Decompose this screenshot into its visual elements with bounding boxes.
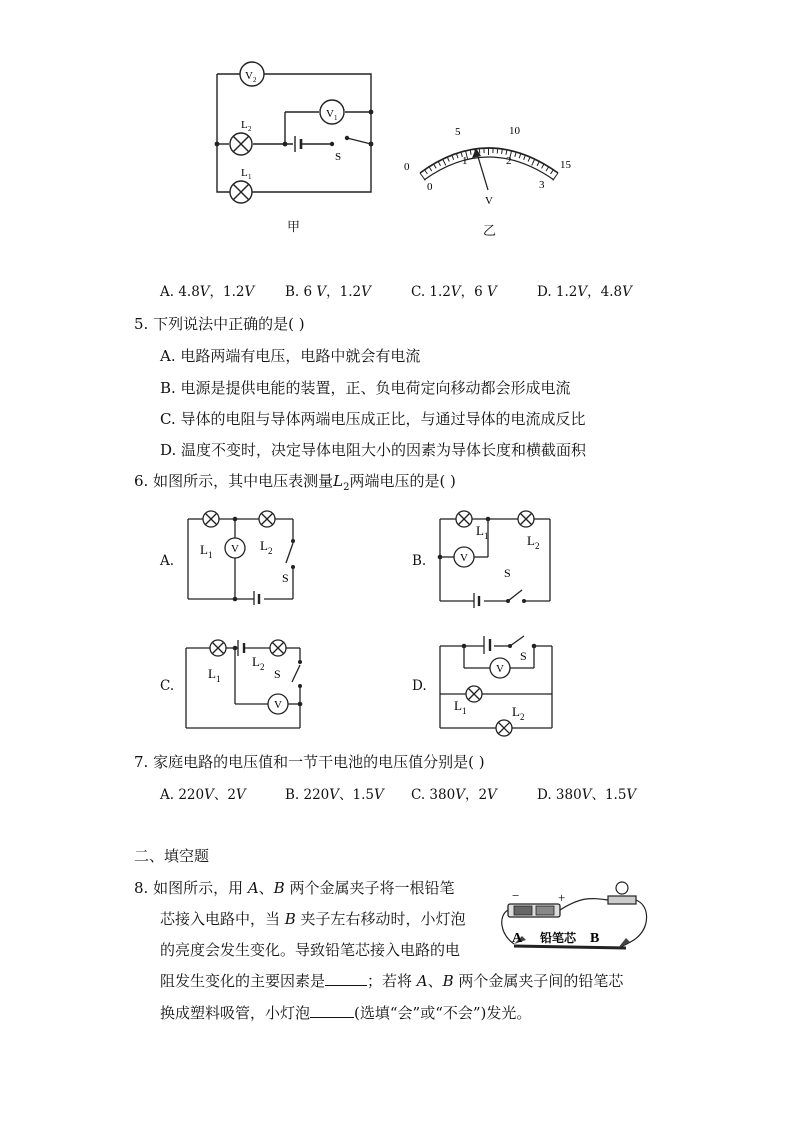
q7-option-c: C. 380𝑉，2𝑉 <box>411 787 497 803</box>
figure-yi-voltmeter <box>400 118 580 213</box>
b-l1: L <box>476 523 484 538</box>
inner-tick-2: 2 <box>506 155 512 167</box>
b-l2: L <box>527 533 535 548</box>
q7-option-a: A. 220𝑉、2𝑉 <box>160 787 246 803</box>
l2-sub: 2 <box>248 125 252 133</box>
outer-tick-0: 0 <box>404 161 410 173</box>
dial-tick <box>502 149 503 154</box>
a-l1: L <box>200 542 208 557</box>
c-l1: L <box>208 666 216 681</box>
q6-circuit-b <box>432 503 562 608</box>
q5-option-b: B. 电源是提供电能的装置，正、负电荷定向移动都会形成电流 <box>160 379 571 397</box>
q6-stem-b: 两端电压的是( ) <box>349 472 456 490</box>
dial-tick <box>429 167 432 171</box>
fig-A: A <box>512 931 523 946</box>
q5-stem: 5. 下列说法中正确的是( ) <box>134 315 305 333</box>
figure-yi-caption: 乙 <box>483 224 497 239</box>
dial-tick <box>470 150 471 155</box>
q6-circuit-c <box>180 632 310 732</box>
v1-sub: 1 <box>334 114 338 122</box>
c-v: V <box>274 699 282 711</box>
q5-option-a: A. 电路两端有电压，电路中就会有电流 <box>160 347 421 365</box>
v2-label: V <box>245 70 253 82</box>
b-s: S <box>504 566 511 580</box>
dial-tick <box>447 157 449 162</box>
inner-tick-0: 0 <box>427 181 433 193</box>
fig-plus: + <box>558 890 566 905</box>
a-l1-sub: 1 <box>208 550 213 560</box>
fig-pencil-label: 铅笔芯 <box>540 931 577 945</box>
dial-tick <box>434 164 437 168</box>
c-s: S <box>274 667 281 681</box>
q7-option-d: D. 380𝑉、1.5𝑉 <box>537 787 637 803</box>
q6-label-c: C. <box>160 678 175 694</box>
q5-option-c: C. 导体的电阻与导体两端电压成正比，与通过导体的电流成反比 <box>160 410 586 428</box>
q8-line5b: (选填“会”或“不会”)发光。 <box>354 1004 532 1022</box>
q6-stem-var: L <box>333 472 344 490</box>
section-title: 二、填空题 <box>134 847 210 865</box>
d-l1-sub: 1 <box>462 706 467 716</box>
dial-tick <box>546 167 549 171</box>
d-l1: L <box>454 698 462 713</box>
dial-tick <box>438 161 440 165</box>
q8-blank-1[interactable] <box>325 971 367 986</box>
q4-option-a: A. 4.8𝑉，1.2𝑉 <box>160 284 255 300</box>
q4-option-c: C. 1.2𝑉，6 𝑉 <box>411 284 497 300</box>
c-l2-sub: 2 <box>260 662 265 672</box>
figure-jia-caption: 甲 <box>287 220 301 235</box>
dial-tick <box>420 173 425 180</box>
d-s: S <box>520 649 527 663</box>
outer-tick-15: 15 <box>560 159 571 171</box>
q8-line1: 8. 如图所示，用 𝐴、𝐵 两个金属夹子将一根铅笔 <box>134 879 455 897</box>
q8-blank-2[interactable] <box>310 1003 354 1018</box>
q6-label-b: B. <box>412 553 427 569</box>
q4-option-b: B. 6 𝑉，1.2𝑉 <box>285 284 371 300</box>
q6-circuit-a <box>180 505 305 605</box>
dial-tick <box>443 159 446 165</box>
q7-option-b: B. 220𝑉、1.5𝑉 <box>285 787 384 803</box>
q5-option-d: D. 温度不变时，决定导体电阻大小的因素为导体长度和横截面积 <box>160 441 587 459</box>
d-v: V <box>496 663 504 675</box>
c-l1-sub: 1 <box>216 674 221 684</box>
d-l2-sub: 2 <box>520 712 525 722</box>
l1-sub: 1 <box>248 173 252 181</box>
s-label: S <box>335 151 342 163</box>
q8-line4b: ；若将 𝐴、𝐵 两个金属夹子间的铅笔芯 <box>367 972 624 990</box>
fig-B: B <box>590 931 600 946</box>
c-l2: L <box>252 654 260 669</box>
dial-tick <box>515 152 516 157</box>
dial-tick <box>506 150 507 155</box>
q8-line5a: 换成塑料吸管，小灯泡 <box>160 1004 311 1022</box>
q4-option-d: D. 1.2𝑉，4.8𝑉 <box>537 284 632 300</box>
dial-tick <box>528 157 530 162</box>
a-l2: L <box>260 538 268 553</box>
dial-tick <box>456 153 458 158</box>
dial-tick <box>542 164 544 168</box>
q7-stem: 7. 家庭电路的电压值和一节干电池的电压值分别是( ) <box>134 753 485 771</box>
q8-pencil-lead-figure <box>492 876 657 961</box>
q6-stem <box>134 471 456 498</box>
dial-tick <box>551 170 554 174</box>
b-l1-sub: 1 <box>484 531 489 541</box>
q6-circuit-d <box>432 628 562 738</box>
q6-stem-sub: 2 <box>343 482 350 493</box>
a-l2-sub: 2 <box>268 546 273 556</box>
q8-line5 <box>160 1003 531 1023</box>
q8-line4 <box>160 971 623 991</box>
q8-line3: 的亮度会发生变化。导致铅笔芯接入电路的电 <box>160 941 461 959</box>
outer-tick-10: 10 <box>509 125 520 137</box>
fig-minus: − <box>512 888 520 903</box>
dial-tick <box>553 173 558 180</box>
inner-tick-3: 3 <box>539 179 545 191</box>
q6-stem-a: 6. 如图所示，其中电压表测量 <box>134 472 334 490</box>
q6-label-a: A. <box>160 553 175 569</box>
b-v: V <box>460 552 468 564</box>
dial-tick <box>452 155 454 160</box>
dial-tick <box>519 153 521 158</box>
d-l2: L <box>512 704 520 719</box>
v1-label: V <box>326 108 334 120</box>
dial-tick <box>425 170 428 174</box>
q8-line2: 芯接入电路中，当 𝐵 夹子左右移动时，小灯泡 <box>160 910 466 928</box>
v2-sub: 2 <box>253 76 257 84</box>
inner-tick-1: 1 <box>462 155 468 167</box>
outer-tick-5: 5 <box>455 126 461 138</box>
l2-label: L <box>241 119 248 131</box>
dial-tick <box>532 159 535 165</box>
l1-label: L <box>241 167 248 179</box>
q8-line4a: 阻发生变化的主要因素是 <box>160 972 326 990</box>
figure-jia <box>205 60 385 240</box>
b-l2-sub: 2 <box>535 541 540 551</box>
dial-tick <box>537 161 539 165</box>
q6-label-d: D. <box>412 678 427 694</box>
meter-unit: V <box>485 195 493 207</box>
dial-tick <box>524 155 526 160</box>
a-s: S <box>282 571 289 585</box>
a-v: V <box>231 543 239 555</box>
